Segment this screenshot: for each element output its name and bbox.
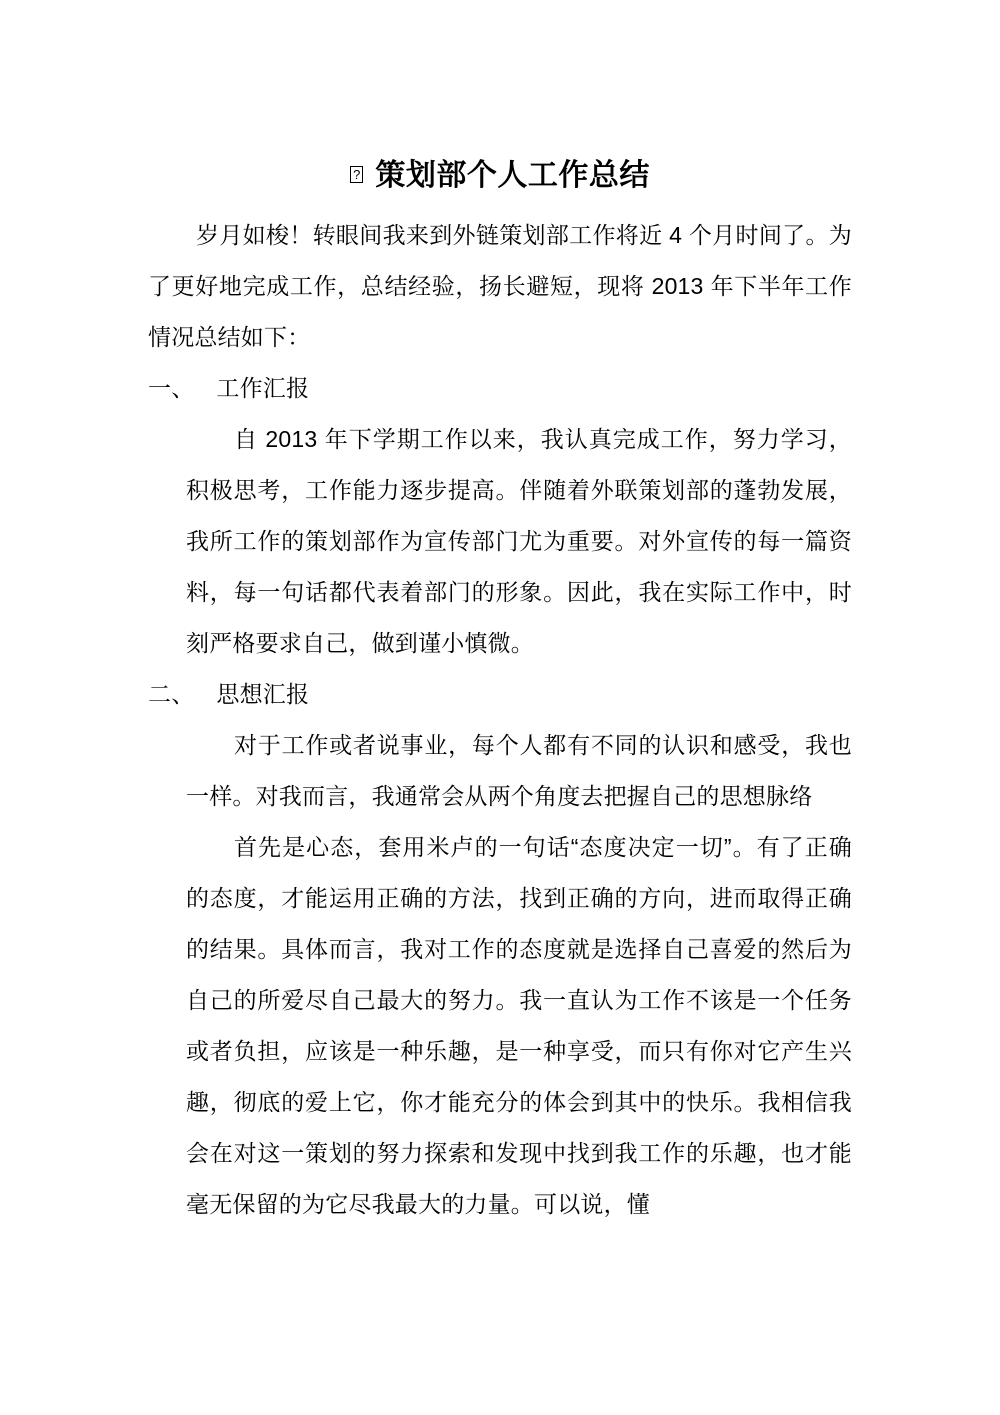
section-number-2: 二、 [148,681,195,707]
document-body [148,150,852,1230]
section-title-2: 思想汇报 [216,681,310,707]
missing-glyph-icon: ? [350,166,363,183]
section-2-paragraph-1: 对于工作或者说事业，每个人都有不同的认识和感受，我也一样。对我而言，我通常会从两个角度去把握自己的思想脉络 [186,732,852,809]
section-number-1: 一、 [148,375,195,401]
section-heading-1 [148,363,852,414]
page-title [148,150,852,202]
section-title-1: 工作汇报 [216,375,310,401]
section-2-paragraph-2: 首先是心态，套用米卢的一句话“态度决定一切”。有了正确的态度，才能运用正确的方法，找到正确的方向，进而取得正确的结果。具体而言，我对工作的态度就是选择自己喜爱的然后为自己的所爱尽自己最大的努力。我一直认为工作不该是一个任务或者负担，应该是一种乐趣，是一种享受，而只有你对它产生兴趣，彻底的爱上它，你才能充分的体会到其中的快乐。我相信我会在对这一策划的努力探索和发现中找到我工作的乐趣，也才能毫无保留的为它尽我最大的力量。可以说，懂 [186,834,852,1217]
intro-paragraph: 岁月如梭！转眼间我来到外链策划部工作将近 4 个月时间了。为了更好地完成工作，总结经验，扬长避短，现将 2013 年下半年工作情况总结如下： [148,222,852,350]
section-body-2 [186,720,852,1230]
page-title-text: 策划部个人工作总结 [375,159,650,192]
section-body-1 [186,414,852,669]
section-heading-2 [148,669,852,720]
section-1-paragraph-1: 自 2013 年下学期工作以来，我认真完成工作，努力学习，积极思考，工作能力逐步提高。伴随着外联策划部的蓬勃发展，我所工作的策划部作为宣传部门尤为重要。对外宣传的每一篇资料，每一句话都代表着部门的形象。因此，我在实际工作中，时刻严格要求自己，做到谨小慎微。 [186,426,852,656]
